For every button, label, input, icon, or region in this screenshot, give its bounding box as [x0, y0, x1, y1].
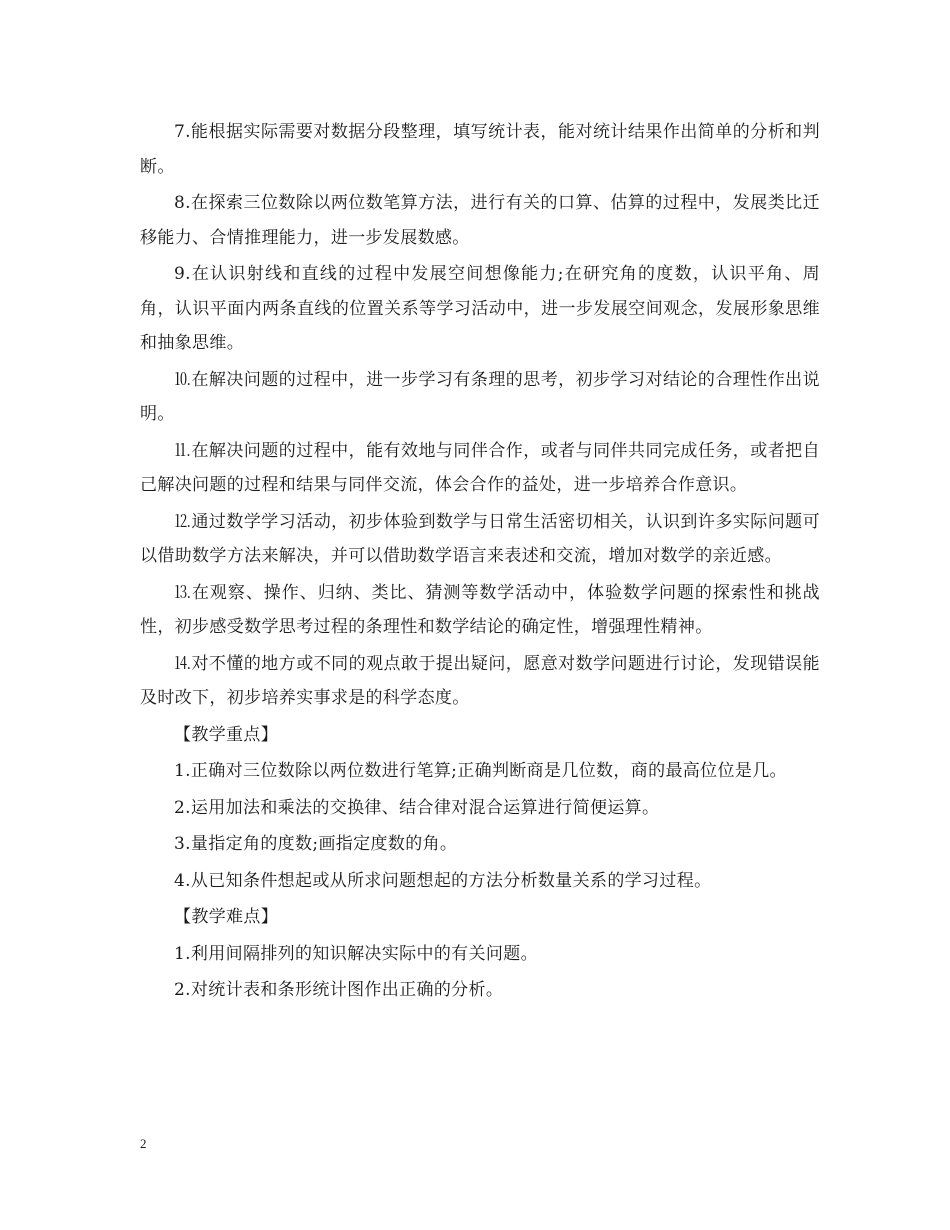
- objective-paragraph-8: 8.在探索三位数除以两位数笔算方法，进行有关的口算、估算的过程中，发展类比迁移能力、合情推理能力，进一步发展数感。: [140, 193, 820, 248]
- objective-paragraph-14: ⒕对不懂的地方或不同的观点敢于提出疑问，愿意对数学问题进行讨论，发现错误能及时改下，初步培养实事求是的科学态度。: [140, 653, 820, 708]
- key-point-item: 4.从已知条件想起或从所求问题想起的方法分析数量关系的学习过程。: [174, 870, 712, 891]
- objective-paragraph-9: 9.在认识射线和直线的过程中发展空间想像能力;在研究角的度数，认识平角、周角，认识平面内两条直线的位置关系等学习活动中，进一步发展空间观念，发展形象思维和抽象思维。: [140, 264, 820, 353]
- objective-paragraph-13: ⒔在观察、操作、归纳、类比、猜测等数学活动中，体验数学问题的探索性和挑战性，初步感受数学思考过程的条理性和数学结论的确定性，增强理性精神。: [140, 582, 820, 637]
- objective-paragraph-10: ⒑在解决问题的过程中，进一步学习有条理的思考，初步学习对结论的合理性作出说明。: [140, 369, 820, 424]
- difficulties-heading: 【教学难点】: [174, 907, 279, 927]
- objective-paragraph-12: ⒓通过数学学习活动，初步体验到数学与日常生活密切相关，认识到许多实际问题可以借助数学方法来解决，并可以借助数学语言来表述和交流，增加对数学的亲近感。: [140, 511, 820, 566]
- page-number: 2: [140, 1136, 147, 1151]
- objective-paragraph-11: ⒒在解决问题的过程中，能有效地与同伴合作，或者与同伴共同完成任务，或者把自己解决问题的过程和结果与同伴交流，体会合作的益处，进一步培养合作意识。: [140, 440, 820, 495]
- document-body: [140, 115, 820, 1010]
- difficulty-item: 1.利用间隔排列的知识解决实际中的有关问题。: [174, 943, 538, 964]
- difficulty-item: 2.对统计表和条形统计图作出正确的分析。: [174, 980, 504, 1000]
- key-points-heading: 【教学重点】: [174, 724, 279, 745]
- objective-paragraph-7: 7.能根据实际需要对数据分段整理，填写统计表，能对统计结果作出简单的分析和判断。: [140, 122, 820, 177]
- key-point-item: 1.正确对三位数除以两位数进行笔算;正确判断商是几位数，商的最高位位是几。: [174, 761, 787, 781]
- key-point-item: 2.运用加法和乘法的交换律、结合律对混合运算进行简便运算。: [174, 797, 660, 818]
- key-point-item: 3.量指定角的度数;画指定度数的角。: [174, 834, 458, 854]
